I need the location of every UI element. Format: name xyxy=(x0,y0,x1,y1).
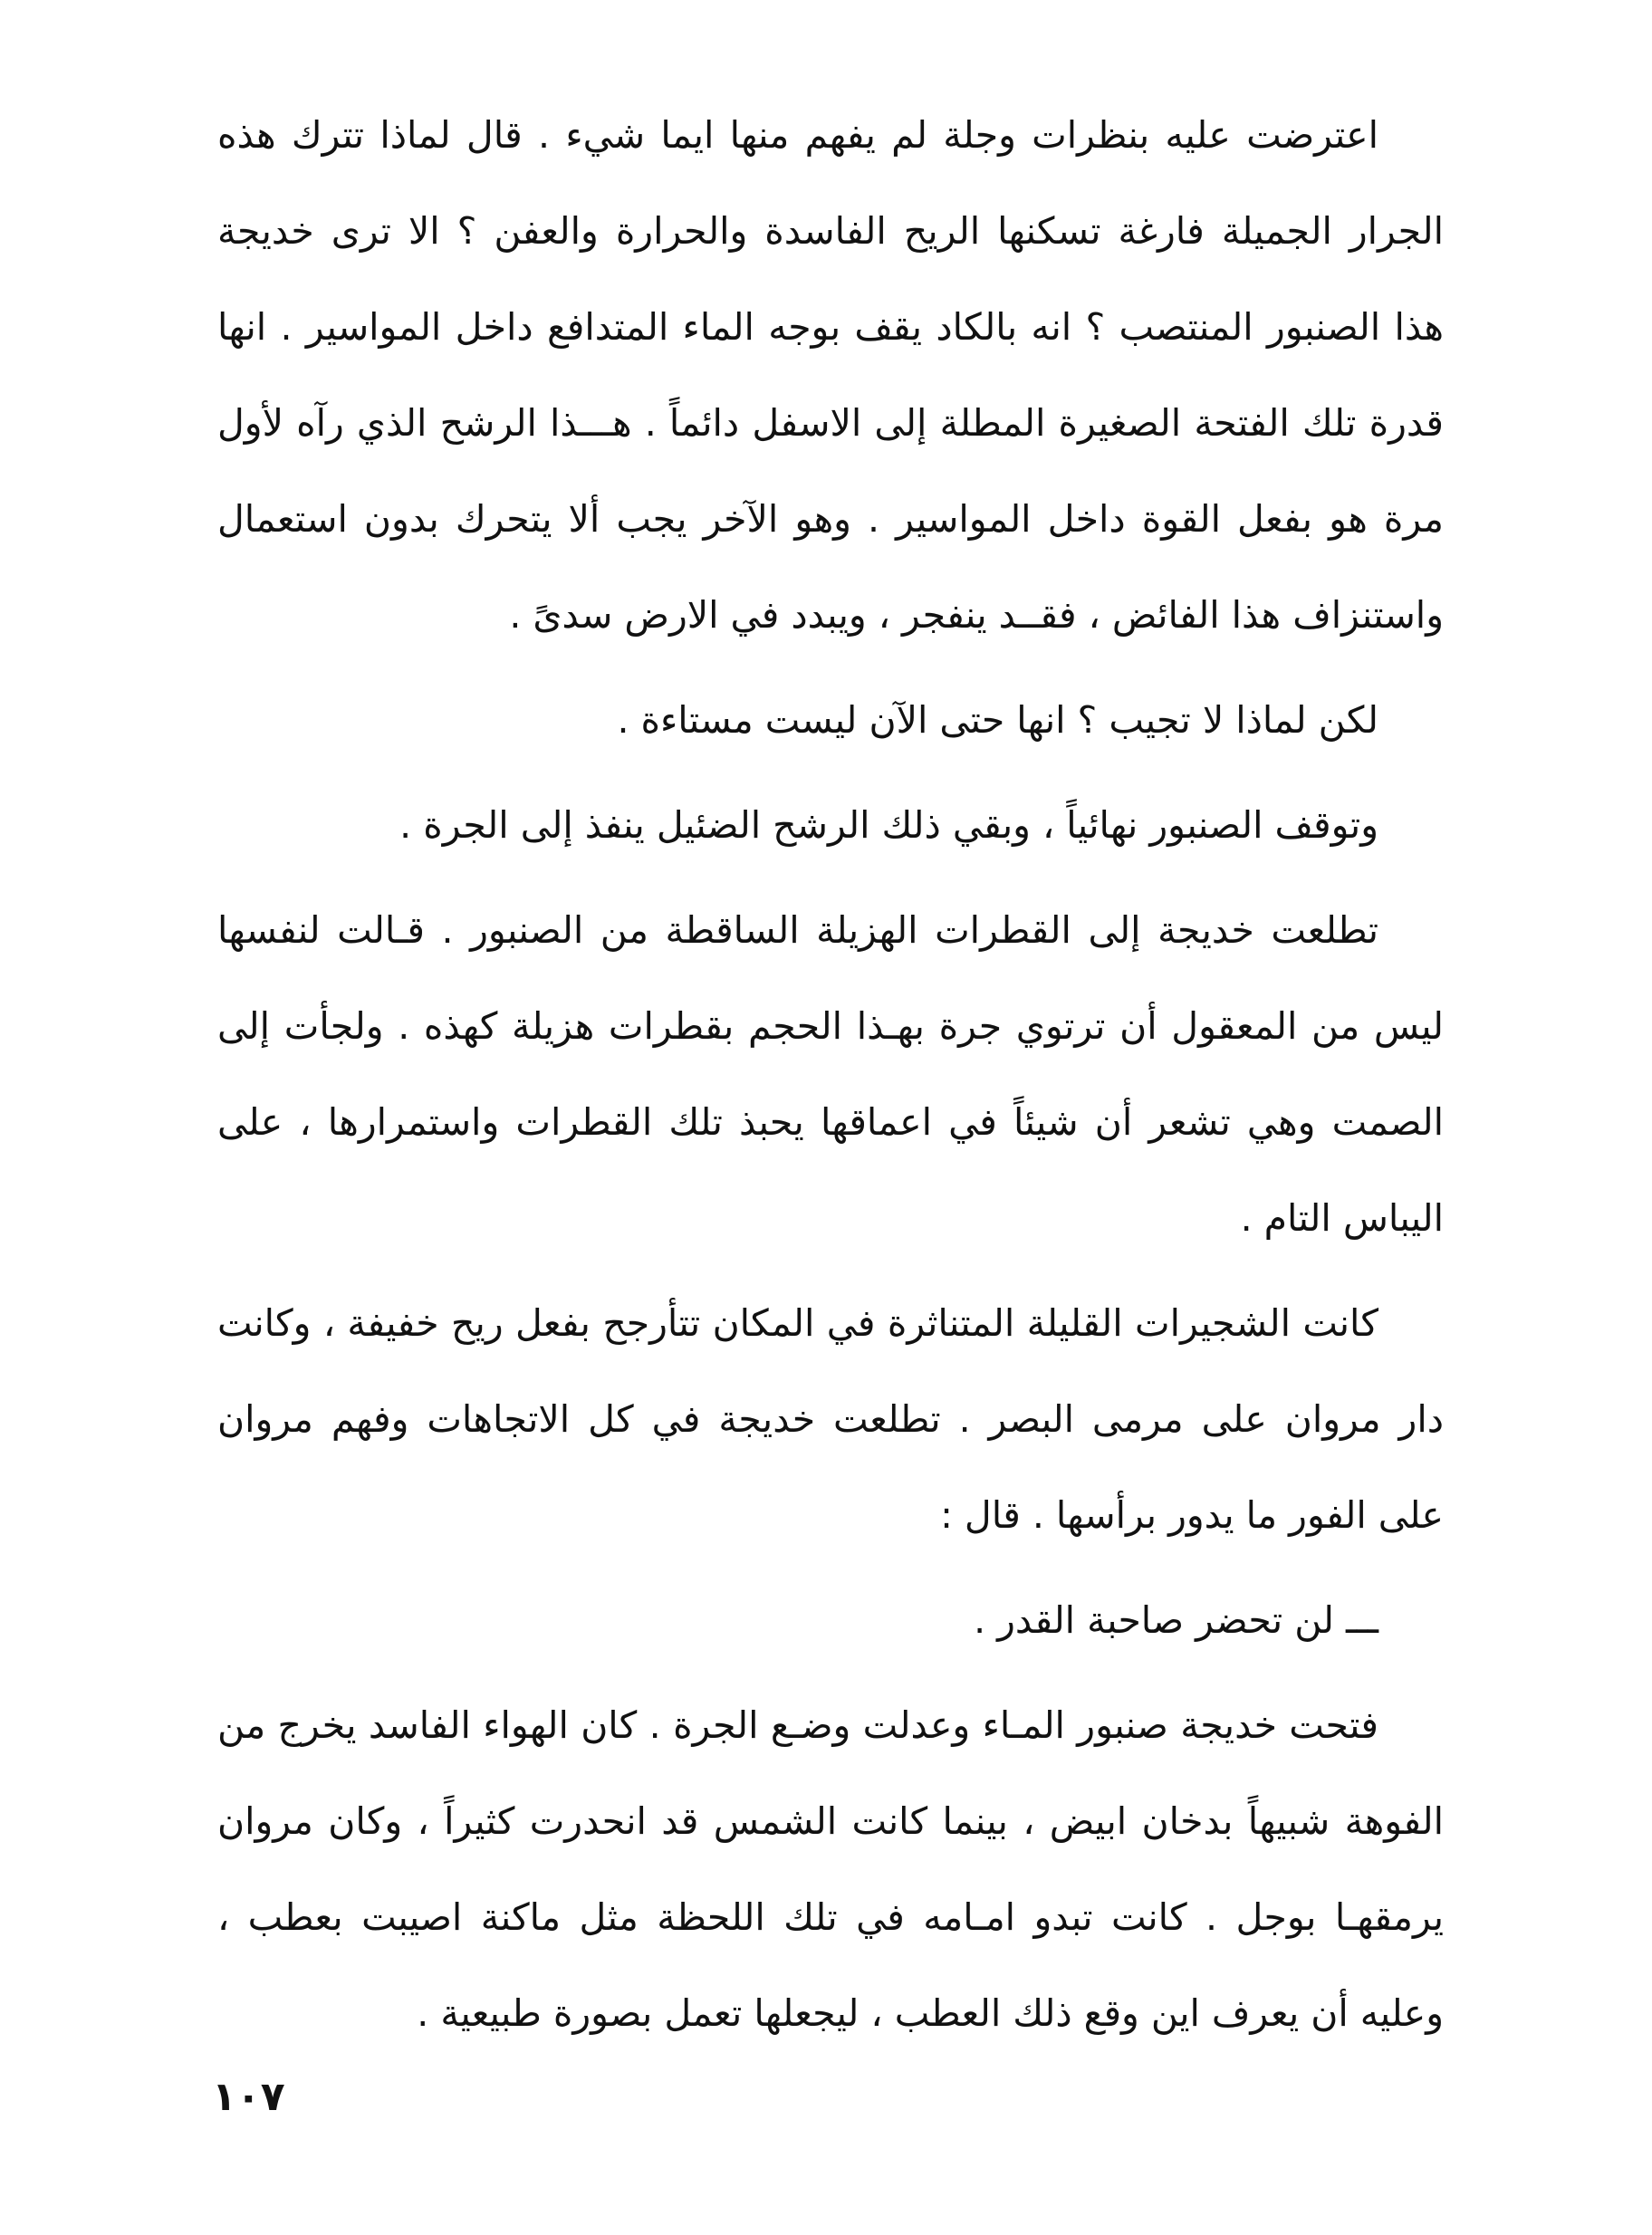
paragraph-7: فتحت خديجة صنبور المـاء وعدلت وضـع الجرة . كان الهواء الفاسد يخرج من الفوهة شبيهاً بدخان ابيض ، بينما كانت الشمس قد انحدرت كثيراً ، وكان مروان يرمقهـا بوجل . كانت تبدو امـامه في تلك اللحظة مثل ماكنة اصيبت بعطب ، وعليه أن يعرف اين وقع ذلك العطب ، ليجعلها تعمل بصورة طبيعية . xyxy=(217,1703,1444,2035)
paragraph-5: كانت الشجيرات القليلة المتناثرة في المكان تتأرجح بفعل ريح خفيفة ، وكانت دار مروان على مرمى البصر . تطلعت خديجة في كل الاتجاهات وفهم مروان على الفور ما يدور برأسها . قال : xyxy=(217,1301,1444,1537)
paragraph-3: وتوقف الصنبور نهائياً ، وبقي ذلك الرشح الضئيل ينفذ إلى الجرة . xyxy=(399,803,1378,847)
paragraph-4: تطلعت خديجة إلى القطرات الهزيلة الساقطة من الصنبور . قـالت لنفسها ليس من المعقول أن ترتوي جرة بهـذا الحجم بقطرات هزيلة كهذه . ولجأت إلى الصمت وهي تشعر أن شيئاً في اعماقها يحبذ تلك القطرات واستمرارها ، على اليباس التام . xyxy=(217,908,1444,1240)
page-number: ١٠٧ xyxy=(212,2074,285,2120)
body-text xyxy=(217,87,1444,2061)
paragraph-6: ـــ لن تحضر صاحبة القدر . xyxy=(974,1598,1378,1642)
paragraph-1: اعترضت عليه بنظرات وجلة لم يفهم منها ايما شيء . قال لماذا تترك هذه الجرار الجميلة فارغة تسكنها الريح الفاسدة والحرارة والعفن ؟ الا ترى خديجة هذا الصنبور المنتصب ؟ انه بالكاد يقف بوجه الماء المتدافع داخل المواسير . انها قدرة تلك الفتحة الصغيرة المطلة إلى الاسفل دائماً . هـــذا الرشح الذي رآه لأول مرة هو بفعل القوة داخل المواسير . وهو الآخر يجب ألا يتحرك بدون استعمال واستنزاف هذا الفائض ، فقــد ينفجر ، ويبدد في الارض سدىً . xyxy=(217,113,1444,637)
paragraph-2: لكن لماذا لا تجيب ؟ انها حتى الآن ليست مستاءة . xyxy=(617,698,1378,742)
